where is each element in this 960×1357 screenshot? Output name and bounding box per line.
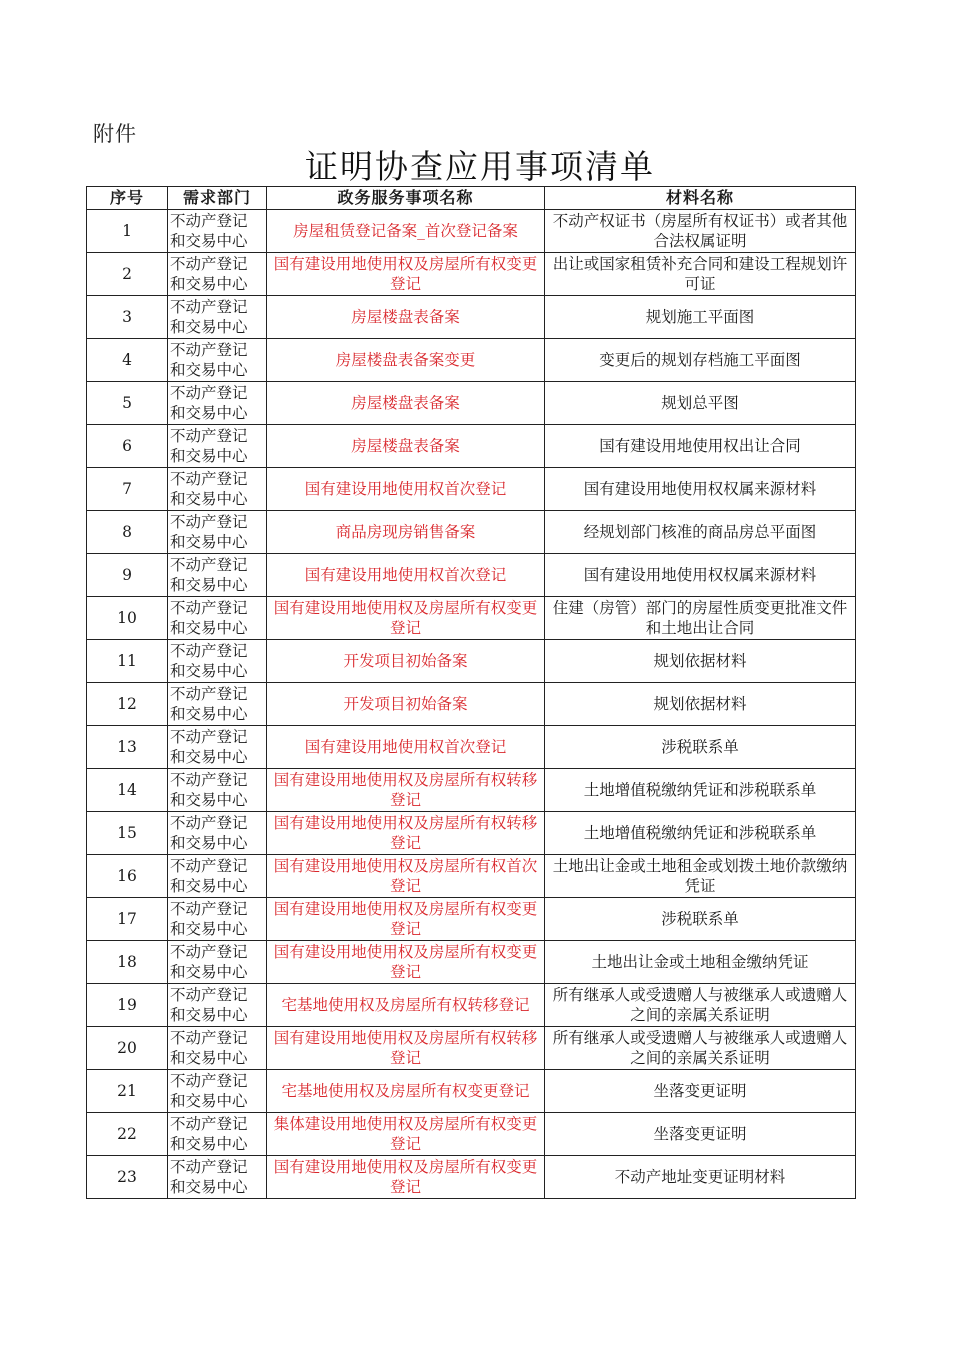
row-department: 不动产登记 和交易中心 [168, 468, 267, 511]
row-service-item: 房屋楼盘表备案 [267, 425, 545, 468]
header-service-item: 政务服务事项名称 [267, 187, 545, 210]
row-service-item: 国有建设用地使用权及房屋所有权转移登记 [267, 1027, 545, 1070]
table-row [87, 511, 856, 554]
table-row [87, 683, 856, 726]
row-department: 不动产登记 和交易中心 [168, 683, 267, 726]
row-material: 变更后的规划存档施工平面图 [545, 339, 856, 382]
header-material: 材料名称 [545, 187, 856, 210]
row-index: 14 [87, 769, 168, 812]
row-service-item: 集体建设用地使用权及房屋所有权变更登记 [267, 1113, 545, 1156]
row-index: 15 [87, 812, 168, 855]
row-service-item: 房屋楼盘表备案 [267, 382, 545, 425]
row-material: 所有继承人或受遗赠人与被继承人或遗赠人之间的亲属关系证明 [545, 984, 856, 1027]
row-department: 不动产登记 和交易中心 [168, 640, 267, 683]
row-material: 住建（房管）部门的房屋性质变更批准文件和土地出让合同 [545, 597, 856, 640]
row-department: 不动产登记 和交易中心 [168, 382, 267, 425]
row-index: 22 [87, 1113, 168, 1156]
row-index: 13 [87, 726, 168, 769]
row-index: 4 [87, 339, 168, 382]
row-service-item: 宅基地使用权及房屋所有权变更登记 [267, 1070, 545, 1113]
row-service-item: 国有建设用地使用权及房屋所有权变更登记 [267, 597, 545, 640]
row-material: 土地增值税缴纳凭证和涉税联系单 [545, 812, 856, 855]
row-index: 12 [87, 683, 168, 726]
row-material: 规划依据材料 [545, 640, 856, 683]
row-department: 不动产登记 和交易中心 [168, 597, 267, 640]
row-service-item: 商品房现房销售备案 [267, 511, 545, 554]
row-material: 国有建设用地使用权权属来源材料 [545, 554, 856, 597]
row-index: 20 [87, 1027, 168, 1070]
row-department: 不动产登记 和交易中心 [168, 898, 267, 941]
table-row [87, 468, 856, 511]
row-department: 不动产登记 和交易中心 [168, 941, 267, 984]
row-department: 不动产登记 和交易中心 [168, 769, 267, 812]
row-material: 国有建设用地使用权出让合同 [545, 425, 856, 468]
table-row [87, 296, 856, 339]
table-row [87, 339, 856, 382]
row-index: 16 [87, 855, 168, 898]
row-department: 不动产登记 和交易中心 [168, 253, 267, 296]
row-service-item: 国有建设用地使用权首次登记 [267, 468, 545, 511]
row-index: 23 [87, 1156, 168, 1199]
row-department: 不动产登记 和交易中心 [168, 554, 267, 597]
table-row [87, 1070, 856, 1113]
row-service-item: 国有建设用地使用权及房屋所有权变更登记 [267, 1156, 545, 1199]
row-index: 8 [87, 511, 168, 554]
row-material: 涉税联系单 [545, 726, 856, 769]
row-department: 不动产登记 和交易中心 [168, 1027, 267, 1070]
row-service-item: 国有建设用地使用权及房屋所有权变更登记 [267, 941, 545, 984]
row-material: 规划总平图 [545, 382, 856, 425]
row-material: 规划依据材料 [545, 683, 856, 726]
row-service-item: 开发项目初始备案 [267, 640, 545, 683]
row-index: 6 [87, 425, 168, 468]
table-row [87, 425, 856, 468]
row-service-item: 国有建设用地使用权及房屋所有权首次登记 [267, 855, 545, 898]
row-service-item: 国有建设用地使用权及房屋所有权变更登记 [267, 253, 545, 296]
row-index: 18 [87, 941, 168, 984]
row-service-item: 宅基地使用权及房屋所有权转移登记 [267, 984, 545, 1027]
row-material: 坐落变更证明 [545, 1113, 856, 1156]
row-material: 所有继承人或受遗赠人与被继承人或遗赠人之间的亲属关系证明 [545, 1027, 856, 1070]
row-service-item: 国有建设用地使用权及房屋所有权转移登记 [267, 812, 545, 855]
row-material: 土地出让金或土地租金缴纳凭证 [545, 941, 856, 984]
row-department: 不动产登记 和交易中心 [168, 812, 267, 855]
row-department: 不动产登记 和交易中心 [168, 425, 267, 468]
row-index: 7 [87, 468, 168, 511]
row-service-item: 房屋楼盘表备案变更 [267, 339, 545, 382]
row-service-item: 国有建设用地使用权及房屋所有权变更登记 [267, 898, 545, 941]
table-row [87, 554, 856, 597]
row-department: 不动产登记 和交易中心 [168, 339, 267, 382]
table-row [87, 640, 856, 683]
row-department: 不动产登记 和交易中心 [168, 726, 267, 769]
row-material: 土地出让金或土地租金或划拨土地价款缴纳凭证 [545, 855, 856, 898]
row-index: 17 [87, 898, 168, 941]
table-row [87, 769, 856, 812]
table-row [87, 941, 856, 984]
row-service-item: 国有建设用地使用权首次登记 [267, 726, 545, 769]
row-material: 土地增值税缴纳凭证和涉税联系单 [545, 769, 856, 812]
row-material: 坐落变更证明 [545, 1070, 856, 1113]
row-department: 不动产登记 和交易中心 [168, 855, 267, 898]
table-row [87, 382, 856, 425]
table-header-row [87, 187, 856, 210]
row-material: 涉税联系单 [545, 898, 856, 941]
row-department: 不动产登记 和交易中心 [168, 1156, 267, 1199]
table-row [87, 855, 856, 898]
row-material: 不动产权证书（房屋所有权证书）或者其他合法权属证明 [545, 210, 856, 253]
row-material: 经规划部门核准的商品房总平面图 [545, 511, 856, 554]
row-service-item: 房屋租赁登记备案_首次登记备案 [267, 210, 545, 253]
table-row [87, 1113, 856, 1156]
row-index: 3 [87, 296, 168, 339]
table-row [87, 210, 856, 253]
table-row [87, 726, 856, 769]
row-department: 不动产登记 和交易中心 [168, 984, 267, 1027]
row-material: 不动产地址变更证明材料 [545, 1156, 856, 1199]
table-row [87, 984, 856, 1027]
table-row [87, 898, 856, 941]
header-department: 需求部门 [168, 187, 267, 210]
row-index: 11 [87, 640, 168, 683]
page-title: 证明协查应用事项清单 [305, 147, 655, 186]
row-service-item: 开发项目初始备案 [267, 683, 545, 726]
row-department: 不动产登记 和交易中心 [168, 210, 267, 253]
attachment-label: 附件 [93, 122, 137, 146]
table-row [87, 597, 856, 640]
items-table [86, 186, 856, 1199]
row-service-item: 国有建设用地使用权首次登记 [267, 554, 545, 597]
row-service-item: 国有建设用地使用权及房屋所有权转移登记 [267, 769, 545, 812]
table-row [87, 253, 856, 296]
row-index: 2 [87, 253, 168, 296]
row-material: 国有建设用地使用权权属来源材料 [545, 468, 856, 511]
row-index: 1 [87, 210, 168, 253]
row-department: 不动产登记 和交易中心 [168, 1070, 267, 1113]
row-material: 规划施工平面图 [545, 296, 856, 339]
header-index: 序号 [87, 187, 168, 210]
row-material: 出让或国家租赁补充合同和建设工程规划许可证 [545, 253, 856, 296]
row-index: 21 [87, 1070, 168, 1113]
row-department: 不动产登记 和交易中心 [168, 1113, 267, 1156]
row-index: 19 [87, 984, 168, 1027]
row-index: 5 [87, 382, 168, 425]
table-row [87, 812, 856, 855]
row-index: 9 [87, 554, 168, 597]
table-row [87, 1156, 856, 1199]
row-service-item: 房屋楼盘表备案 [267, 296, 545, 339]
row-department: 不动产登记 和交易中心 [168, 511, 267, 554]
row-index: 10 [87, 597, 168, 640]
row-department: 不动产登记 和交易中心 [168, 296, 267, 339]
table-row [87, 1027, 856, 1070]
